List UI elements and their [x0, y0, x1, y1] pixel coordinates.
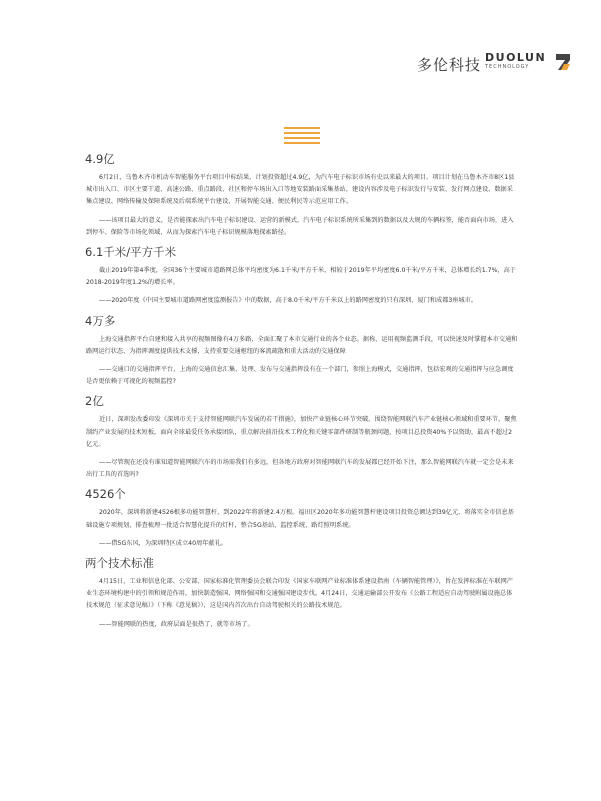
section-paragraph: 上海交通指挥平台自建和接入共享的视频图像有4万多路，全面汇聚了本市交通行业的各个业态。据称，运用视频监测手段，可以快速及时掌握本市交通和路网运行状态，为指挥调度提供技术支撑，支持重要交通枢纽的客流疏散和重大活动的交通保障	[86, 335, 518, 355]
decorative-lines	[284, 127, 320, 143]
section	[86, 487, 518, 550]
section-comment: ——借5G东风，为深圳特区成立40周年献礼。	[99, 539, 227, 547]
section-paragraph: 截止2019年第4季度，全国36个主要城市道路网总体平均密度为6.1千米/平方千米，相较于2019年平均密度6.0千米/平方千米，总体增长约1.7%，高于2018-2019年度1.2%的增长率。	[86, 267, 516, 287]
section-comment: ——该项目最大的意义，是否能探索出汽车电子标识建设、运营的新模式，汽车电子标识系统所采集到的数据以及大规的车辆标签，能否面向市场，进入到停车、保险等市场化领域，从而为探索汽车电子标识规模落地探索路径。	[86, 216, 514, 236]
section	[86, 314, 518, 389]
brand-wordmark	[485, 52, 557, 74]
section-paragraph: 2020年，深圳将新建4526根多功能智慧杆，到2022年将新建2.4万根。福田区2020年多功能智慧杆建设项目投资总额达到39亿元，将落实全市信息基础设施专项规划，排查梳理一批适合智慧化提升的灯杆，整合5G基站、监控系统、路灯照明系统。	[86, 509, 514, 529]
brand-tagline: TECHNOLOGY	[485, 64, 530, 70]
brand-name-en: DUOLUN	[485, 51, 547, 64]
article-body	[86, 152, 518, 637]
section-heading: 两个技术标准	[85, 556, 154, 571]
section-paragraph: 近日，深圳发改委印发《深圳市关于支持智能网联汽车发展的若干措施》，加快产业链核心环节突破，围绕智能网联汽车产业链核心领域和重要环节，聚焦制约产业发展的技术短板，面向全球最爱任务承接团队，重点解决前沿技术工程化和关键零部件研制等瓶颈问题，按项目总投资40%予以资助，最高不超过2亿元。	[86, 416, 517, 448]
section-heading: 4526个	[85, 487, 126, 502]
section-heading: 2亿	[85, 394, 104, 409]
section	[86, 556, 518, 631]
section	[86, 394, 518, 481]
page-header	[0, 48, 601, 78]
section-comment: ——交通口的交通指挥平台，上海的交通信息汇集、处理、发布与交通指挥没有在一个部门，参照上海模式，交通指挥，包括宏观的交通指挥与应急调度是否更依赖于可视化的视频监控?	[86, 366, 514, 386]
section-heading: 4.9亿	[85, 152, 115, 166]
section-heading: 6.1千米/平方千米	[85, 245, 177, 260]
section-heading: 4万多	[85, 313, 116, 328]
section-comment: ——智能网联的热度，政府层面是很热了，就等市场了。	[99, 620, 254, 628]
section	[86, 152, 518, 239]
duolun-logo-icon	[555, 52, 571, 72]
section-comment: ——尽管现在还没有谁知道智能网联汽车的市场需我们有多远，但各地方政府对智能网联汽车的发展都已经开始下注，那么智能网联汽车就一定会是未来出行工具的首选吗?	[86, 459, 514, 479]
section-paragraph: 4月15日，工业和信息化部、公安部、国家标准化管理委员会联合印发《国家车联网产业标准体系建设指南（车辆智能管理）》，旨在发挥标准在车联网产业生态环境构建中的引领和规范作用，加快制造强国、网络强国和交通强国建设步伐。4月24日，交通运输部公开发布《公路工程适应自动驾驶附属设施总体技术规范（征求意见稿）》（下称《意见稿》），这是国内首次出台自动驾驶相关的公路技术规范。	[86, 578, 513, 610]
section-comment: ——2020年度《中国主要城市道路网密度监测报告》中的数据，高于8.0千米/平方千米以上的路网密度的只有深圳、厦门和成都3座城市。	[99, 297, 478, 305]
brand-name-cn: 多伦科技	[416, 56, 481, 74]
section	[86, 245, 518, 308]
section-paragraph: 6月2日，乌鲁木齐市机动车智能服务平台项目中标结果，计划投资超过4.9亿，为汽车电子标识市场有史以来最大的项目。项目计划在乌鲁木齐市8区1县城市出入口、市区主要干道、高速公路、重点路段、社区和停车场出入口等地安装路面采集基站，建设内容涉及电子标识发行与安装、发行网点建设、数据采集点建设、网络传输及保障系统及后端系统平台建设，开展智能交通、便民利民等示范应用工作。	[86, 174, 515, 206]
